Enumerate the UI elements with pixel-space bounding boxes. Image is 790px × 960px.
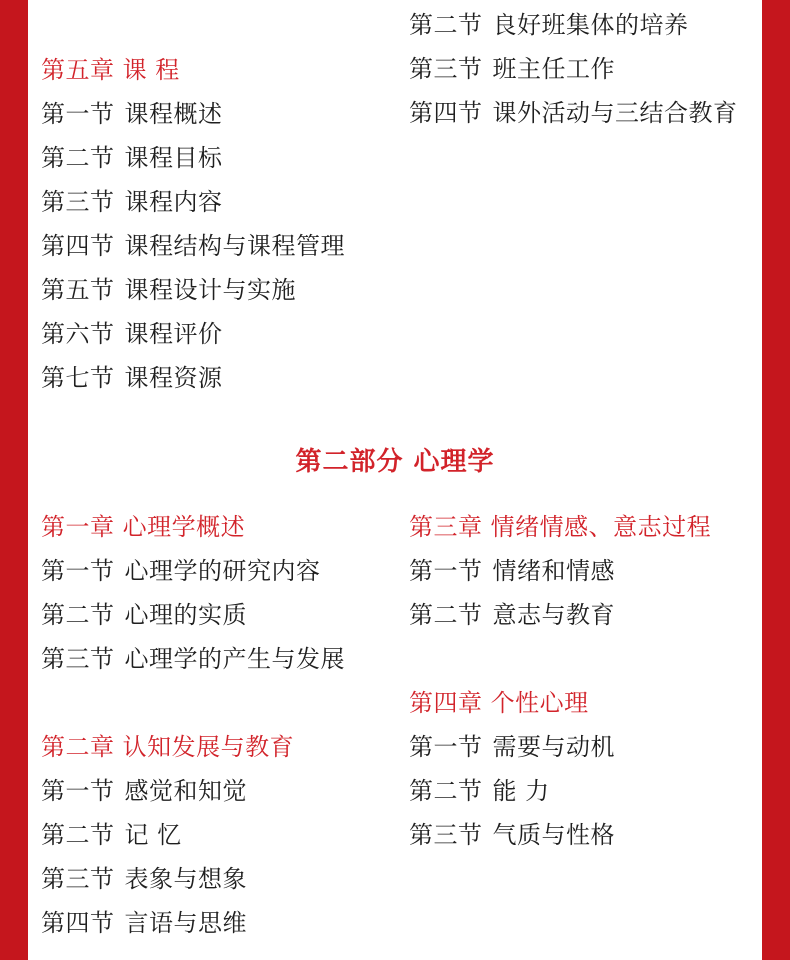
section-number: 第四节: [41, 232, 115, 260]
section-number: 第二节: [409, 601, 483, 629]
section-title: 意志与教育: [492, 601, 615, 629]
toc-entry: [409, 10, 689, 40]
section-number: 第四节: [409, 99, 483, 127]
section-number: 第二节: [41, 601, 115, 629]
toc-entry: [409, 556, 615, 586]
toc-entry: [41, 556, 321, 586]
toc-sheet: [28, 0, 762, 960]
section-number: 第二节: [409, 777, 483, 805]
toc-entry: [41, 644, 345, 674]
toc-entry: [41, 776, 247, 806]
section-title: 需要与动机: [492, 733, 615, 761]
section-number: 第一节: [41, 100, 115, 128]
section-number: 第二节: [409, 11, 483, 39]
section-title: 能 力: [492, 777, 550, 805]
section-number: 第三节: [41, 188, 115, 216]
section-number: 第七节: [41, 364, 115, 392]
toc-entry: [41, 864, 247, 894]
toc-entry: [41, 600, 247, 630]
toc-entry: [41, 363, 223, 393]
section-title: 心理学的研究内容: [124, 557, 321, 585]
toc-entry: [409, 600, 615, 630]
toc-entry: [409, 820, 615, 850]
section-title: 心理学的产生与发展: [124, 645, 345, 673]
toc-entry: [41, 319, 223, 349]
toc-entry: [41, 820, 182, 850]
chapter-heading: 第五章 课 程: [41, 56, 180, 84]
toc-entry: [41, 187, 223, 217]
section-title: 课程设计与实施: [124, 276, 296, 304]
section-number: 第一节: [41, 557, 115, 585]
toc-entry: [409, 54, 615, 84]
section-title: 班主任工作: [492, 55, 615, 83]
section-title: 课程内容: [124, 188, 223, 216]
section-title: 课程评价: [124, 320, 223, 348]
section-title: 课外活动与三结合教育: [492, 99, 738, 127]
section-number: 第三节: [409, 821, 483, 849]
section-number: 第五节: [41, 276, 115, 304]
section-title: 情绪和情感: [492, 557, 615, 585]
section-number: 第一节: [409, 557, 483, 585]
section-number: 第一节: [41, 777, 115, 805]
toc-entry: [409, 776, 550, 806]
section-number: 第四节: [41, 909, 115, 937]
chapter-heading: 第三章 情绪情感、意志过程: [409, 513, 712, 541]
section-title: 表象与想象: [124, 865, 247, 893]
chapter-heading: 第四章 个性心理: [409, 689, 589, 717]
section-number: 第二节: [41, 144, 115, 172]
section-number: 第三节: [409, 55, 483, 83]
section-number: 第一节: [409, 733, 483, 761]
toc-entry: [409, 732, 615, 762]
section-title: 气质与性格: [492, 821, 615, 849]
section-number: 第二节: [41, 821, 115, 849]
section-title: 课程结构与课程管理: [124, 232, 345, 260]
part-title: 第二部分 心理学: [295, 447, 495, 477]
section-number: 第三节: [41, 865, 115, 893]
section-title: 心理的实质: [124, 601, 247, 629]
chapter-heading: 第一章 心理学概述: [41, 513, 246, 541]
chapter-heading: 第二章 认知发展与教育: [41, 733, 295, 761]
section-title: 课程目标: [124, 144, 223, 172]
toc-entry: [41, 908, 247, 938]
section-title: 课程概述: [124, 100, 223, 128]
section-title: 良好班集体的培养: [492, 11, 689, 39]
section-title: 言语与思维: [124, 909, 247, 937]
toc-entry: [41, 231, 345, 261]
section-title: 记 忆: [124, 821, 182, 849]
toc-entry: [41, 99, 223, 129]
section-title: 课程资源: [124, 364, 223, 392]
toc-entry: [41, 143, 223, 173]
section-number: 第六节: [41, 320, 115, 348]
section-number: 第三节: [41, 645, 115, 673]
toc-entry: [41, 275, 296, 305]
section-title: 感觉和知觉: [124, 777, 247, 805]
toc-entry: [409, 98, 738, 128]
